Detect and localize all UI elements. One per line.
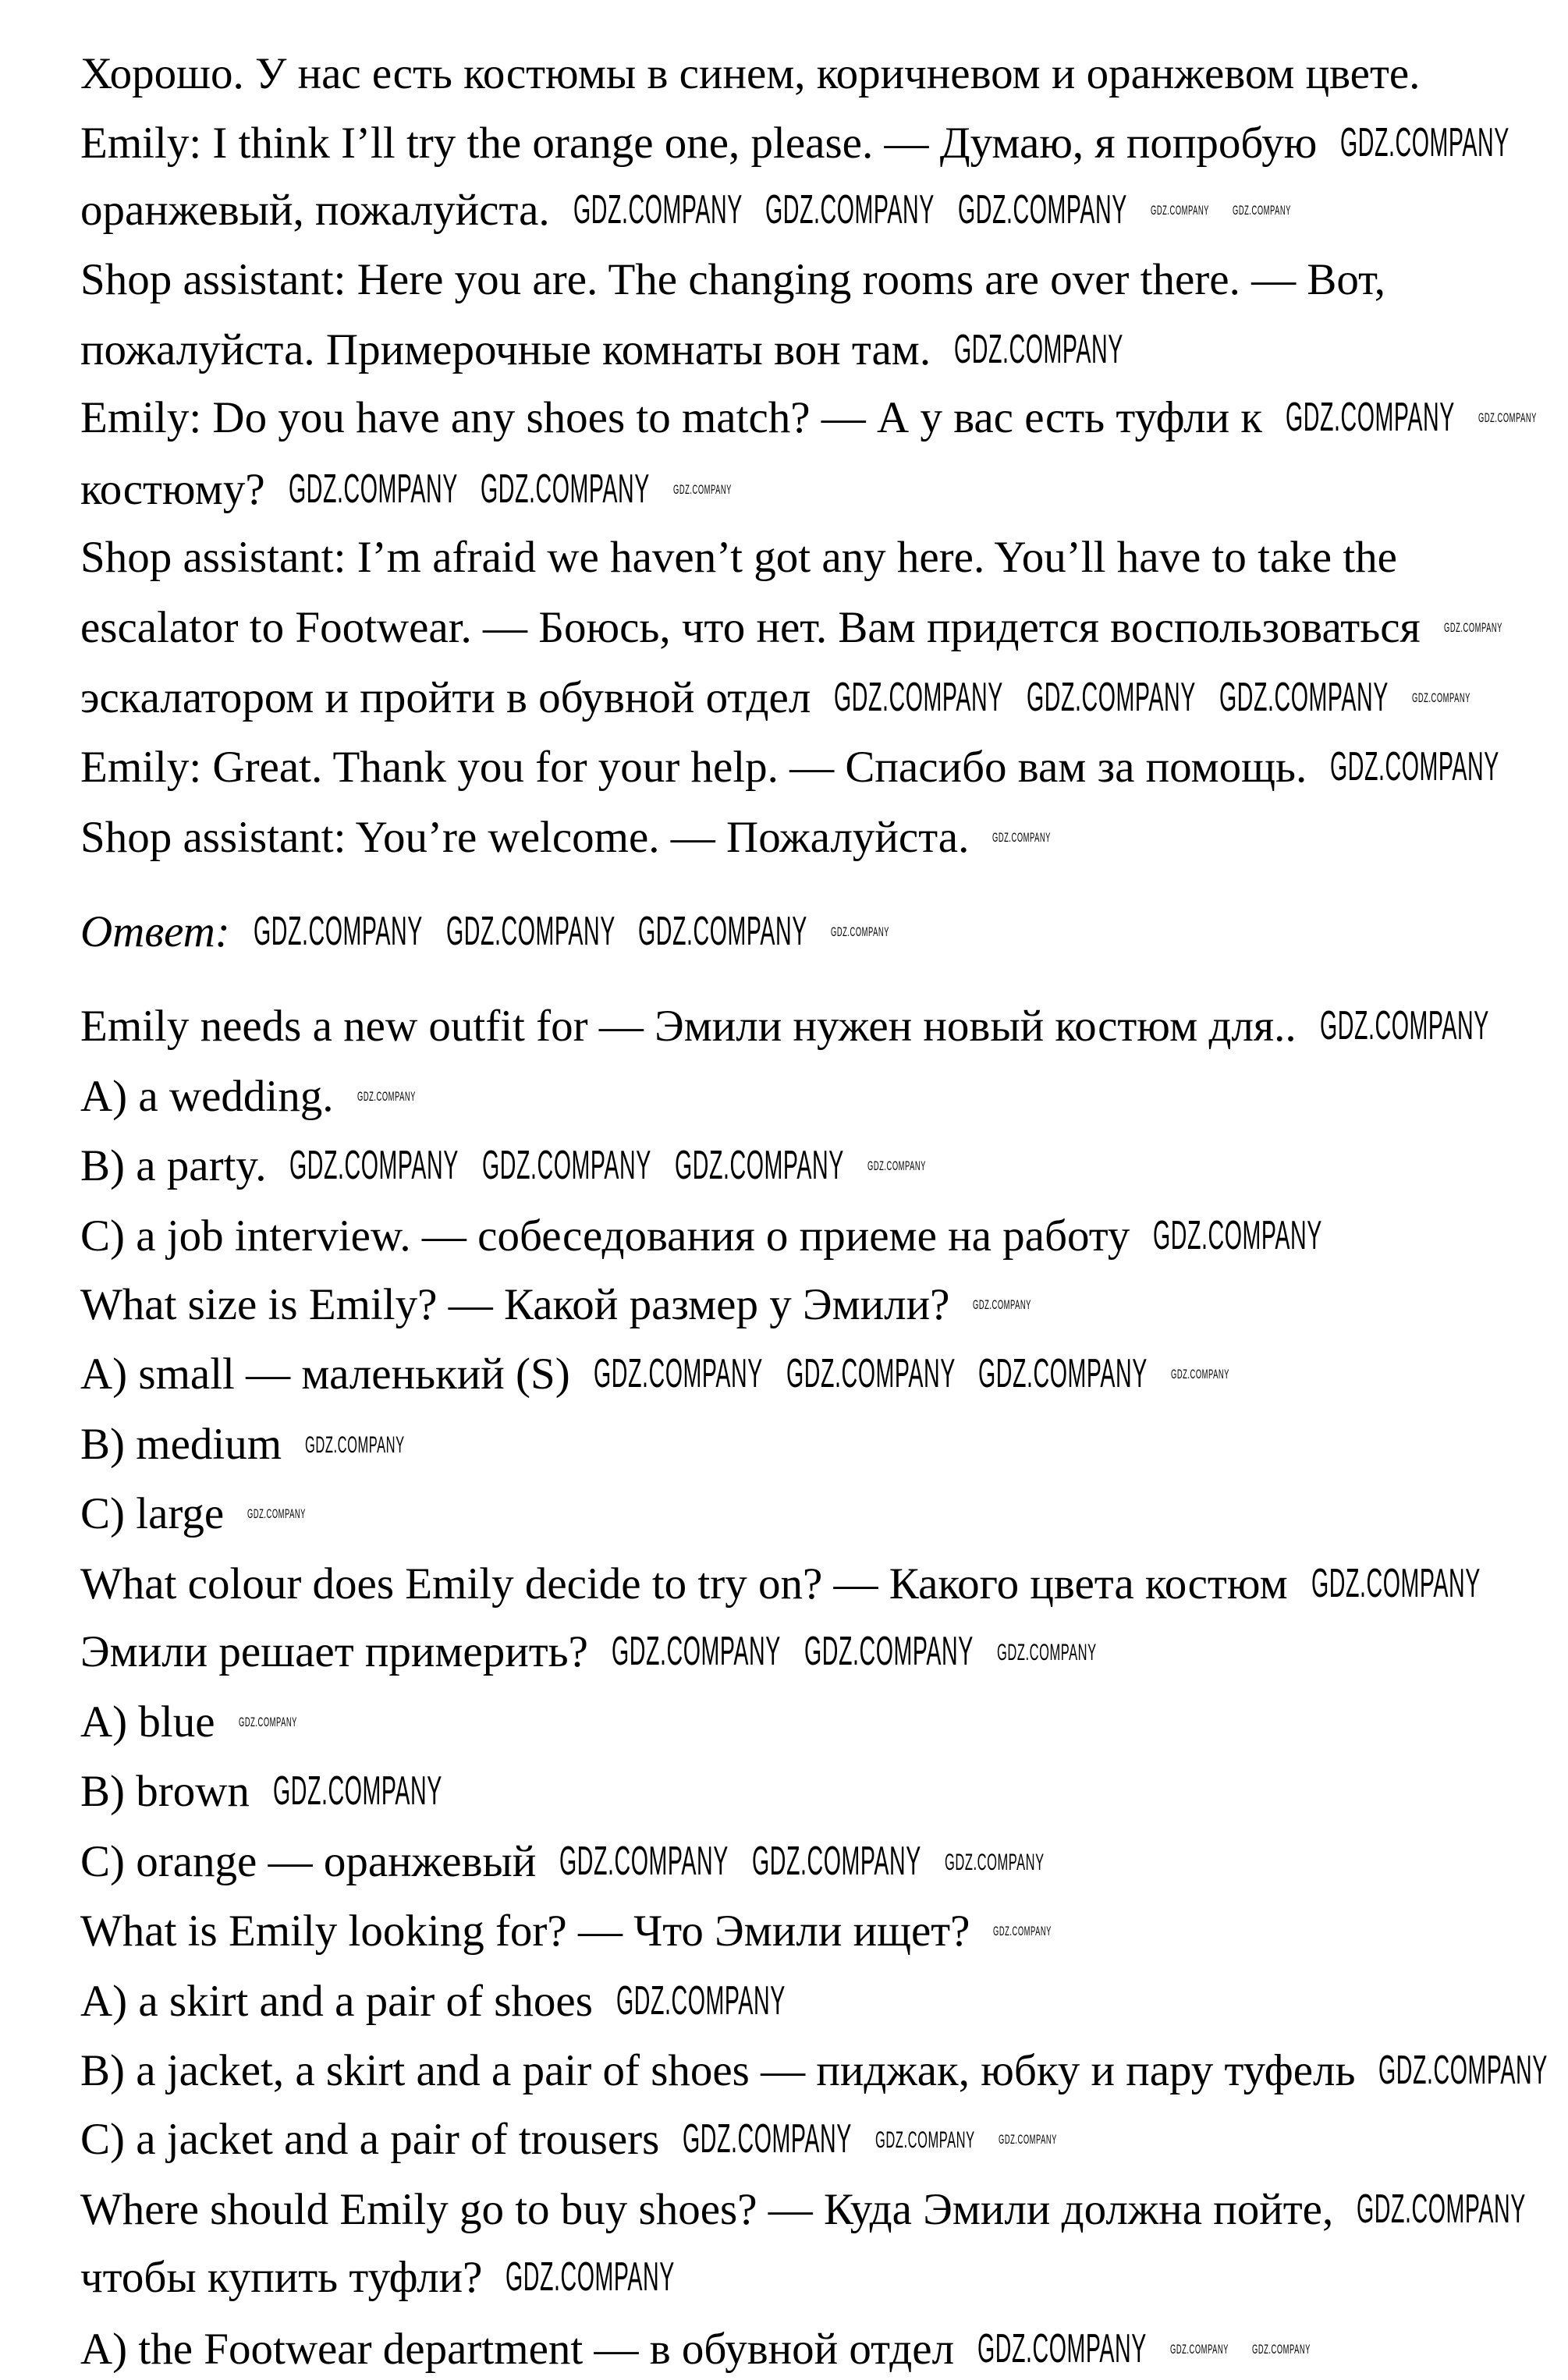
watermark: GDZ.COMPANY xyxy=(992,830,1051,845)
watermark: GDZ.COMPANY xyxy=(289,1143,459,1188)
text-line: What size is Emily? — Какой размер у Эмили? xyxy=(80,1280,950,1329)
watermark: GDZ.COMPANY xyxy=(875,2127,975,2153)
watermark: GDZ.COMPANY xyxy=(481,466,650,512)
watermark: GDZ.COMPANY xyxy=(594,1351,763,1396)
watermark: GDZ.COMPANY xyxy=(977,2326,1147,2371)
watermark: GDZ.COMPANY xyxy=(831,924,889,939)
text-line: What is Emily looking for? — Что Эмили ищет? xyxy=(80,1906,970,1956)
watermark: GDZ.COMPANY xyxy=(683,2116,852,2162)
watermark: GDZ.COMPANY xyxy=(1171,1367,1229,1382)
watermark: GDZ.COMPANY xyxy=(1357,2187,1526,2232)
text-line: Shop assistant: You’re welcome. — Пожалуйста. xyxy=(80,813,970,862)
watermark: GDZ.COMPANY xyxy=(638,909,807,954)
watermark: GDZ.COMPANY xyxy=(506,2254,675,2300)
watermark: GDZ.COMPANY xyxy=(482,1143,651,1188)
watermark: GDZ.COMPANY xyxy=(357,1089,416,1104)
text-line: A) a skirt and a pair of shoes xyxy=(80,1977,593,2026)
watermark: GDZ.COMPANY xyxy=(867,1158,926,1173)
text-line: A) a wedding. xyxy=(80,1072,334,1121)
text-line: эскалатором и пройти в обувной отдел xyxy=(80,673,811,722)
text-line: пожалуйста. Примерочные комнаты вон там. xyxy=(80,325,931,374)
watermark: GDZ.COMPANY xyxy=(752,1839,921,1884)
text-line: B) brown xyxy=(80,1767,250,1816)
watermark: GDZ.COMPANY xyxy=(1233,203,1291,218)
watermark: GDZ.COMPANY xyxy=(1027,675,1196,720)
watermark: GDZ.COMPANY xyxy=(573,187,743,232)
watermark: GDZ.COMPANY xyxy=(954,327,1123,372)
watermark: GDZ.COMPANY xyxy=(254,909,423,954)
watermark: GDZ.COMPANY xyxy=(675,1143,844,1188)
text-line: B) a jacket, a skirt and a pair of shoes — пиджак, юбку и пару туфель xyxy=(80,2046,1356,2095)
watermark: GDZ.COMPANY xyxy=(289,466,458,512)
text-line: escalator to Footwear. — Боюсь, что нет. Вам придется воспользоваться xyxy=(80,603,1421,652)
text-line: Emily needs a new outfit for — Эмили нужен новый костюм для.. xyxy=(80,1002,1297,1051)
watermark: GDZ.COMPANY xyxy=(273,1768,442,1814)
text-line: Where should Emily go to buy shoes? — Куда Эмили должна пойте, xyxy=(80,2185,1334,2234)
watermark: GDZ.COMPANY xyxy=(997,1640,1097,1665)
watermark: GDZ.COMPANY xyxy=(616,1978,786,2024)
watermark: GDZ.COMPANY xyxy=(305,1432,405,1458)
text-line: What colour does Emily decide to try on? — Какого цвета костюм xyxy=(80,1559,1288,1609)
text-line: Emily: Great. Thank you for your help. — Спасибо вам за помощь. xyxy=(80,743,1307,792)
watermark: GDZ.COMPANY xyxy=(1330,744,1499,789)
text-line: A) small — маленький (S) xyxy=(80,1350,570,1399)
text-line: C) a job interview. — собеседования о приеме на работу xyxy=(80,1211,1130,1261)
watermark: GDZ.COMPANY xyxy=(612,1629,781,1674)
watermark: GDZ.COMPANY xyxy=(1340,120,1509,165)
watermark: GDZ.COMPANY xyxy=(1170,2342,1229,2357)
watermark: GDZ.COMPANY xyxy=(765,187,935,232)
text-line: оранжевый, пожалуйста. xyxy=(80,186,550,235)
text-line: Хорошо. У нас есть костюмы в синем, коричневом и оранжевом цвете. xyxy=(80,49,1421,98)
watermark: GDZ.COMPANY xyxy=(786,1351,956,1396)
text-line: A) the Footwear department — в обувной отдел xyxy=(80,2325,955,2374)
watermark: GDZ.COMPANY xyxy=(1378,2048,1548,2093)
text-line: Emily: Do you have any shoes to match? — А у вас есть туфли к xyxy=(80,393,1263,442)
watermark: GDZ.COMPANY xyxy=(958,187,1127,232)
watermark: GDZ.COMPANY xyxy=(804,1629,974,1674)
watermark: GDZ.COMPANY xyxy=(978,1351,1148,1396)
watermark: GDZ.COMPANY xyxy=(1151,203,1209,218)
text-line: C) large xyxy=(80,1489,225,1538)
text-line: Emily: I think I’ll try the orange one, please. — Думаю, я попробую xyxy=(80,119,1318,168)
text-line: C) orange — оранжевый xyxy=(80,1837,537,1886)
watermark: GDZ.COMPANY xyxy=(973,1297,1031,1312)
watermark: GDZ.COMPANY xyxy=(247,1506,306,1521)
watermark: GDZ.COMPANY xyxy=(1444,620,1502,635)
watermark: GDZ.COMPANY xyxy=(446,909,615,954)
watermark: GDZ.COMPANY xyxy=(1311,1561,1481,1606)
watermark: GDZ.COMPANY xyxy=(945,1850,1045,1875)
text-line: Эмили решает примерить? xyxy=(80,1627,588,1676)
watermark: GDZ.COMPANY xyxy=(559,1839,729,1884)
watermark: GDZ.COMPANY xyxy=(239,1715,297,1729)
watermark: GDZ.COMPANY xyxy=(1286,395,1455,440)
answer-heading: Ответ: xyxy=(80,907,230,956)
text-line: B) medium xyxy=(80,1420,282,1469)
watermark: GDZ.COMPANY xyxy=(1478,410,1537,425)
text-line: Shop assistant: Here you are. The changing rooms are over there. — Вот, xyxy=(80,255,1385,304)
watermark: GDZ.COMPANY xyxy=(999,2132,1057,2147)
watermark: GDZ.COMPANY xyxy=(673,482,732,497)
text-line: C) a jacket and a pair of trousers xyxy=(80,2115,660,2164)
watermark: GDZ.COMPANY xyxy=(1219,675,1389,720)
watermark: GDZ.COMPANY xyxy=(834,675,1003,720)
watermark: GDZ.COMPANY xyxy=(1252,2342,1311,2357)
watermark: GDZ.COMPANY xyxy=(1153,1213,1322,1258)
watermark: GDZ.COMPANY xyxy=(1412,690,1470,705)
watermark: GDZ.COMPANY xyxy=(993,1924,1052,1938)
text-line: A) blue xyxy=(80,1697,215,1747)
text-line: Shop assistant: I’m afraid we haven’t got any here. You’ll have to take the xyxy=(80,533,1397,582)
text-line: чтобы купить туфли? xyxy=(80,2253,483,2302)
text-line: костюму? xyxy=(80,465,265,514)
watermark: GDZ.COMPANY xyxy=(1320,1003,1489,1048)
text-line: B) a party. xyxy=(80,1141,267,1190)
